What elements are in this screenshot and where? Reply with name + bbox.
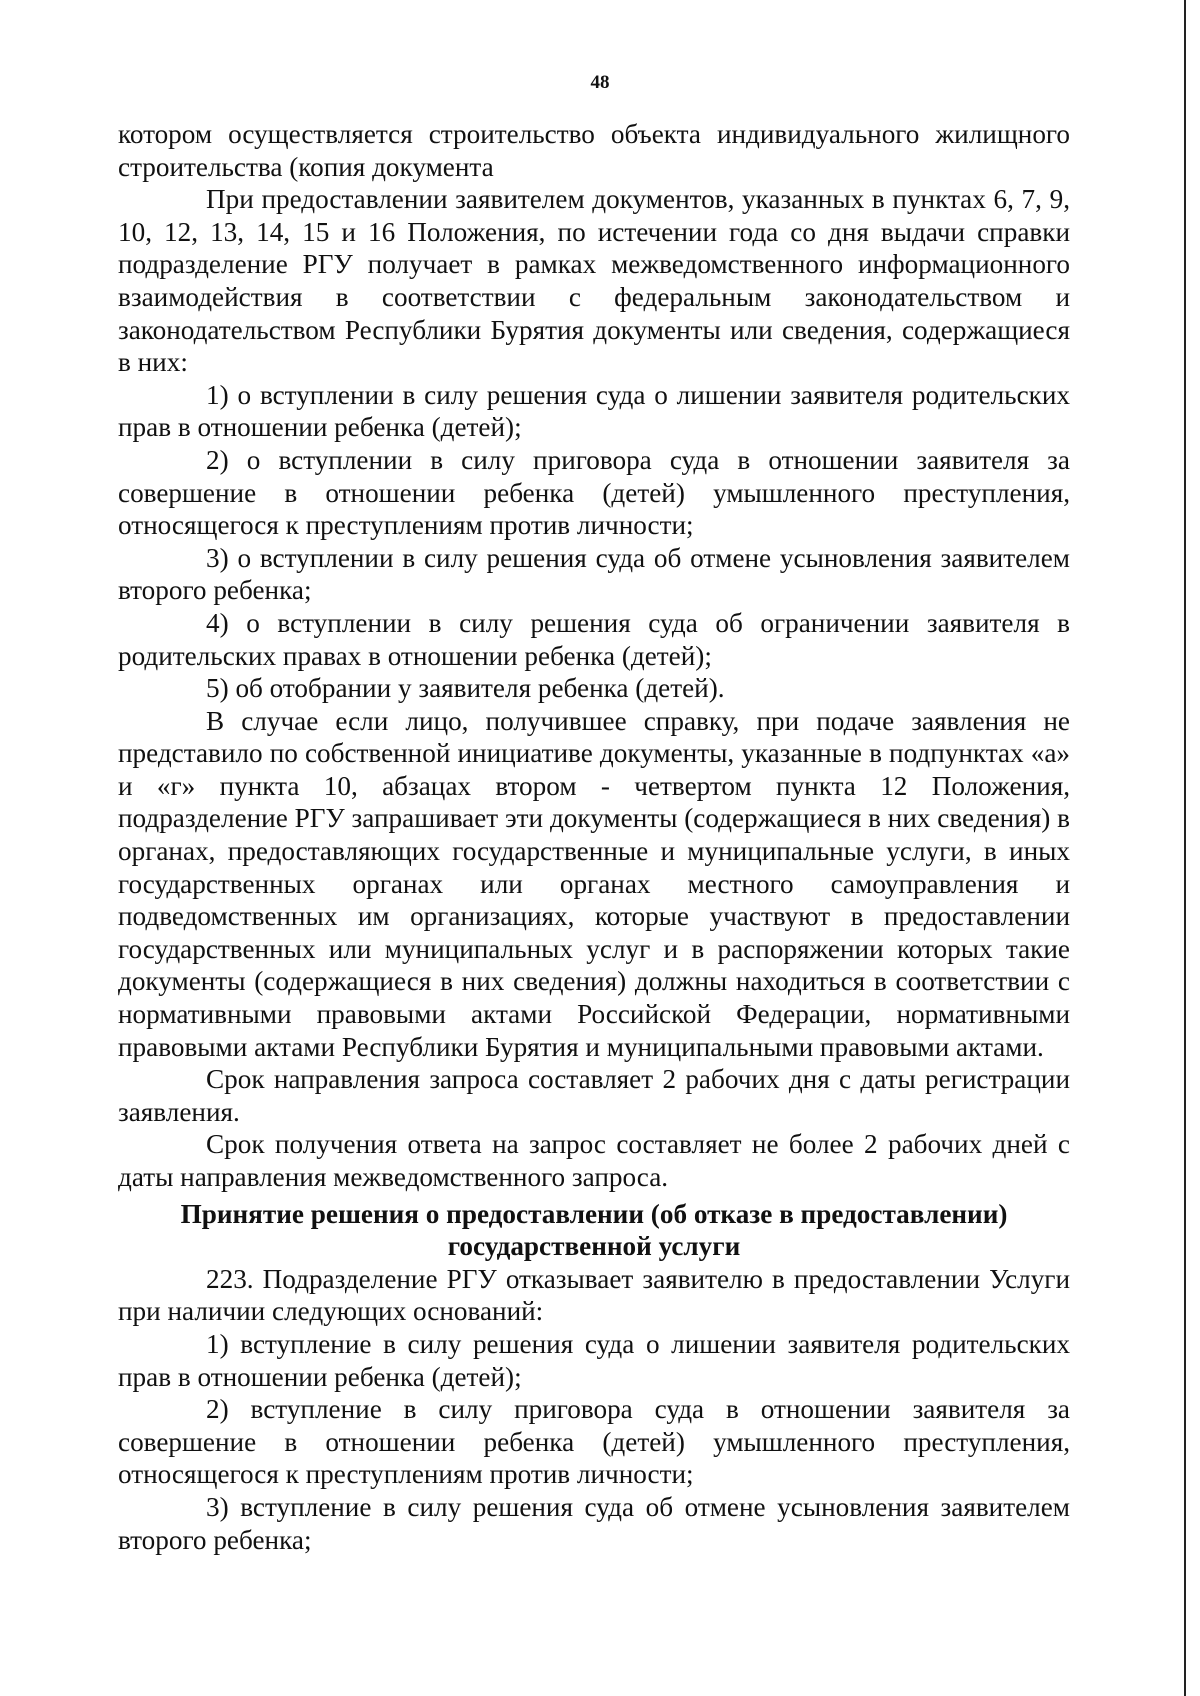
paragraph-intro-documents: При предоставлении заявителем документов, указанных в пунктах 6, 7, 9, 10, 12, 13, 14, 15 и 16 Положения, по истечении года со дня выдачи справки подразделение РГУ получает в рамках межведомственного информационного взаимодействия в соответствии с федеральным законодательством и законодательством Республики Бурятия документы или сведения, содержащиеся в них: <box>118 184 1070 378</box>
list-item-3: 3) о вступлении в силу решения суда об отмене усыновления заявителем второго ребенка; <box>118 542 1070 606</box>
section-heading: Принятие решения о предоставлении (об отказе в предоставлении) государственной услуги <box>180 1198 1008 1262</box>
paragraph-request: В случае если лицо, получившее справку, при подаче заявления не представило по собственной инициативе документы, указанные в подпунктах «а» и «г» пункта 10, абзацах втором - четвертом пункта 12 Положения, подразделение РГУ запрашивает эти документы (содержащиеся в них сведения) в органах, предоставляющих государственные и муниципальные услуги, в иных государственных органах или органах местного самоуправления и подведомственных им организациях, которые участвуют в предоставлении государственных или муниципальных услуг и в распоряжении которых такие документы (содержащиеся в них сведения) должны находиться в соответствии с нормативными правовыми актами Российской Федерации, нормативными правовыми актами Республики Бурятия и муниципальными правовыми актами. <box>118 705 1070 1062</box>
document-body <box>118 118 1070 1556</box>
paragraph-response-deadline: Срок получения ответа на запрос составляет не более 2 рабочих дней с даты направления межведомственного запроса. <box>118 1129 1070 1192</box>
list-item-5: 5) об отобрании у заявителя ребенка (детей). <box>206 673 725 704</box>
refusal-item-2: 2) вступление в силу приговора суда в отношении заявителя за совершение в отношении ребенка (детей) умышленного преступления, относящегося к преступлениям против личности; <box>118 1394 1070 1490</box>
paragraph-223: 223. Подразделение РГУ отказывает заявителю в предоставлении Услуги при наличии следующих оснований: <box>118 1263 1070 1327</box>
list-item-4: 4) о вступлении в силу решения суда об ограничении заявителя в родительских правах в отношении ребенка (детей); <box>118 607 1070 671</box>
refusal-item-1: 1) вступление в силу решения суда о лишении заявителя родительских прав в отношении ребенка (детей); <box>118 1328 1070 1392</box>
page-number: 48 <box>590 72 610 93</box>
refusal-item-3: 3) вступление в силу решения суда об отмене усыновления заявителем второго ребенка; <box>118 1491 1070 1555</box>
list-item-2: 2) о вступлении в силу приговора суда в отношении заявителя за совершение в отношении ребенка (детей) умышленного преступления, относящегося к преступлениям против личности; <box>118 444 1070 541</box>
list-item-1: 1) о вступлении в силу решения суда о лишении заявителя родительских прав в отношении ребенка (детей); <box>118 379 1070 443</box>
page-edge-line <box>1184 0 1186 1696</box>
paragraph-continuation: котором осуществляется строительство объекта индивидуального жилищного строительства (копия документа <box>118 119 1070 182</box>
paragraph-request-deadline: Срок направления запроса составляет 2 рабочих дня с даты регистрации заявления. <box>118 1064 1070 1127</box>
